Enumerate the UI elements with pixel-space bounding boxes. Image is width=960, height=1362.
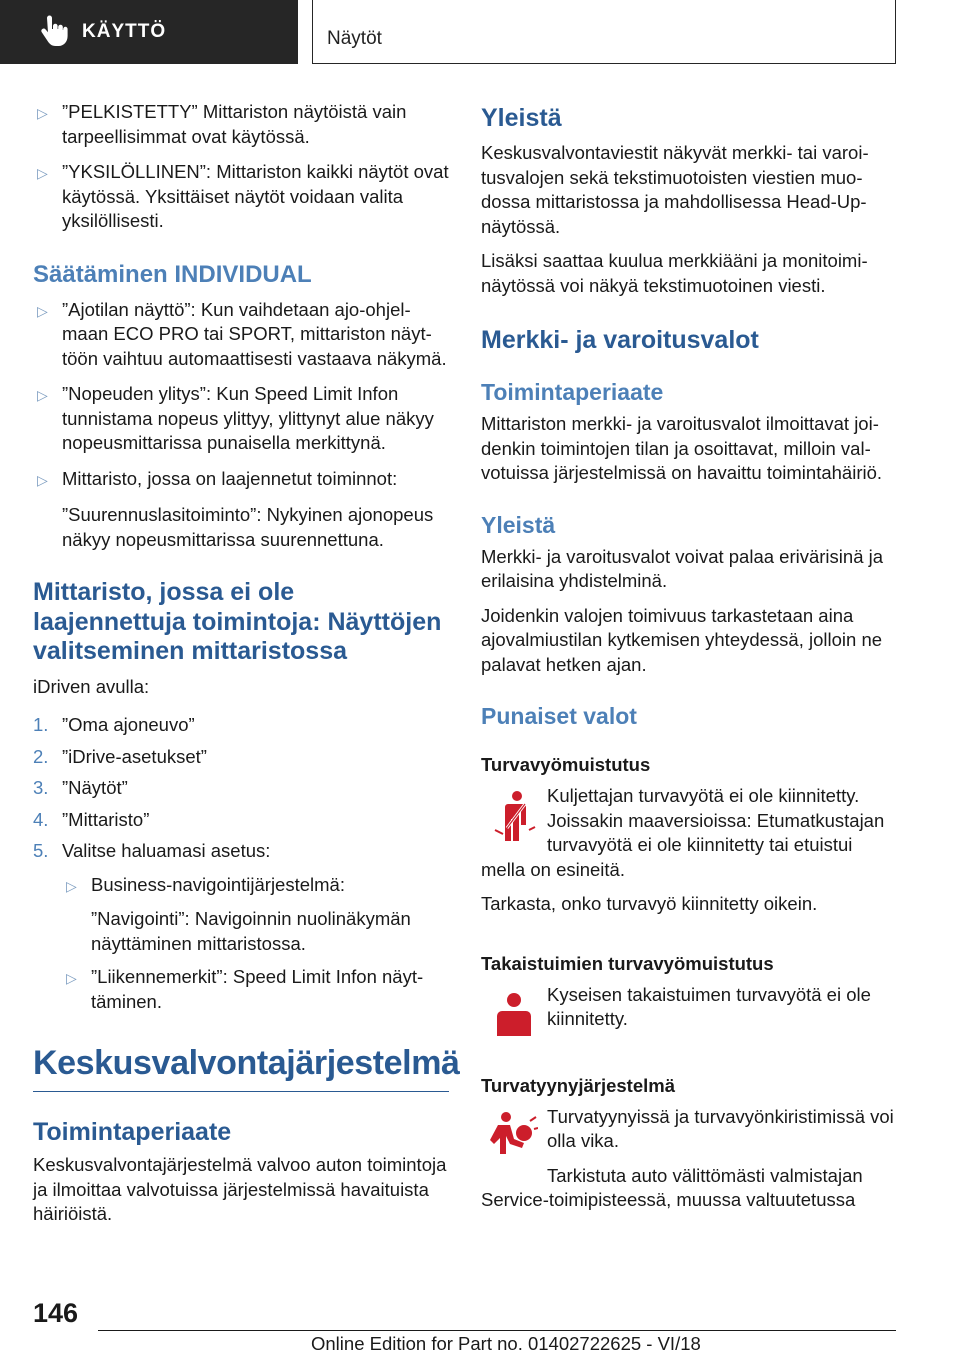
airbag-title: Turvatyynyjärjestelmä bbox=[481, 1074, 676, 1096]
list-item: 3. ”Näytöt” bbox=[33, 777, 128, 798]
bullet-item: ▷ ”YKSILÖLLINEN”: Mittariston kaikki näytöt ovat käytössä. Yksittäiset näytöt voidaan valita yksilöllisesti. bbox=[33, 160, 449, 234]
triangle-bullet-icon: ▷ bbox=[66, 970, 77, 986]
bullet-item: ▷ ”Ajotilan näyttö”: Kun vaihdetaan ajo-ohjelmaan ECO PRO tai SPORT, mittariston näyttöön vaihtuu automaattisesti vastaava näkymä. bbox=[33, 298, 449, 372]
heading-lights: Merkki- ja varoitusvalot bbox=[481, 326, 759, 354]
list-item: 2. ”iDrive-asetukset” bbox=[33, 745, 207, 767]
list-item: 1. ”Oma ajoneuvo” bbox=[33, 714, 195, 735]
bullet-item: ▷ ”Liikennemerkit”: Speed Limit Infon näyttäminen. bbox=[62, 965, 449, 1014]
footer-divider bbox=[98, 1330, 896, 1331]
triangle-bullet-icon: ▷ bbox=[37, 387, 48, 403]
right-column bbox=[481, 104, 896, 1213]
heading-individual: Säätäminen INDIVIDUAL bbox=[33, 260, 312, 288]
seatbelt-check: Tarkasta, onko turvavyö kiinnitetty oikein. bbox=[481, 893, 818, 914]
section-header bbox=[312, 0, 896, 64]
step5-options bbox=[33, 873, 449, 1015]
seatbelt-text: Kuljettajan turvavyötä ei ole kiinnitetty. Joissakin maaversioissa: Etumatkustajan turvavyötä ei ole kiinnitetty tai etuistui bbox=[547, 785, 885, 855]
heading-general: Yleistä bbox=[481, 104, 562, 132]
triangle-bullet-icon: ▷ bbox=[37, 105, 48, 121]
rear-seatbelt-text: Kyseisen takaistuimen turvavyötä ei ole kiinnitetty. bbox=[547, 983, 871, 1029]
heading-principle: Toimintaperiaate bbox=[33, 1118, 232, 1146]
bullet-item: ▷ Business-navigointijärjestelmä: bbox=[62, 873, 449, 899]
airbag-text-cont: Service-toimipisteessä, muussa valtuutetussa bbox=[481, 1189, 856, 1210]
general-text-2: Lisäksi saattaa kuulua merkkiääni ja monitoiminäytössä voi näkyä tekstimuotoinen viesti. bbox=[481, 250, 868, 296]
rear-seatbelt-warning bbox=[481, 983, 896, 1041]
hand-pointer-icon bbox=[38, 15, 68, 49]
principle-text: Keskusvalvontajärjestelmä valvoo auton toimintoja ja ilmoittaa valvotuissa järjestelmissä havaituista häiriöistä. bbox=[33, 1154, 447, 1224]
chapter-label: KÄYTTÖ bbox=[82, 21, 167, 42]
edition-text: Online Edition for Part no. 01402722625 - VI/18 bbox=[311, 1333, 701, 1354]
airbag-text-2: Tarkistuta auto välittömästi valmistajan bbox=[547, 1164, 863, 1186]
triangle-bullet-icon: ▷ bbox=[66, 877, 77, 894]
general-text-1: Keskusvalvontaviestit näkyvät merkki- tai varoitusvalojen sekä tekstimuotoisten viestien muodossa mittaristossa ja mahdollisessa Head-Up-näytössä. bbox=[481, 142, 869, 237]
rear-seat-warning-icon bbox=[481, 983, 547, 1041]
airbag-text-1: Turvatyynyissä ja turvavyönkiristimissä voi olla vika. bbox=[547, 1105, 894, 1151]
bullet-item: ▷ Mittaristo, jossa on laajennetut toiminnot: bbox=[33, 467, 449, 493]
general2-text-2: Joidenkin valojen toimivuus tarkastetaan aina ajovalmiustilan kytkemisen yhteydessä, jolloin ne palavat hetken ajan. bbox=[481, 604, 883, 675]
page-number: 146 bbox=[33, 1298, 79, 1328]
steps-list bbox=[33, 713, 449, 1014]
rear-seatbelt-title: Takaistuimien turvavyömuistutus bbox=[481, 952, 774, 974]
seatbelt-title: Turvavyömuistutus bbox=[481, 754, 651, 775]
triangle-bullet-icon: ▷ bbox=[37, 302, 48, 319]
list-item: 4. ”Mittaristo” bbox=[33, 808, 150, 830]
heading-general-2: Yleistä bbox=[481, 511, 556, 538]
list-item: 5. Valitse haluamasi asetus: bbox=[33, 840, 271, 861]
left-column bbox=[33, 100, 460, 1227]
bullet-subtext: ”Navigointi”: Navigoinnin nuolinäkymän näyttäminen mittaristossa. bbox=[91, 908, 411, 954]
bullet-item: ▷ ”Nopeuden ylitys”: Kun Speed Limit Infon tunnistama nopeus ylittyy, ylittynyt alue näkyy nopeusmittarissa punaisella merkittynä. bbox=[33, 382, 449, 456]
bullet-subtext: ”Suurennuslasitoiminto”: Nykyinen ajonopeus näkyy nopeusmittarissa suurennettuna. bbox=[62, 504, 434, 550]
bullet-item: ▷ ”PELKISTETTY” Mittariston näytöistä vain tarpeellisimmat ovat käytössä. bbox=[33, 100, 449, 149]
airbag-warning bbox=[481, 1105, 896, 1189]
principle-text-2: Mittariston merkki- ja varoitusvalot ilmoittavat joidenkin toimintojen tilan ja osoittavat, milloin valvotuissa järjestelmissä on havaittu toimintahäiriö. bbox=[481, 413, 883, 483]
heading-red-lights: Punaiset valot bbox=[481, 703, 637, 729]
section-label: Näytöt bbox=[327, 28, 382, 49]
general2-text-1: Merkki- ja varoitusvalot voivat palaa erivärisinä ja erilaisina yhdistelminä. bbox=[481, 545, 884, 591]
heading-select-displays: Mittaristo, jossa ei ole laajennettuja toimintoja: Näyttöjen valitseminen mittaristossa bbox=[33, 578, 442, 665]
seatbelt-warning-icon bbox=[481, 784, 547, 858]
idrive-text: iDriven avulla: bbox=[33, 675, 150, 697]
seatbelt-text-cont: mella on esineitä. bbox=[481, 858, 625, 880]
triangle-bullet-icon: ▷ bbox=[37, 165, 48, 181]
airbag-texts bbox=[547, 1105, 896, 1189]
airbag-warning-icon bbox=[481, 1105, 547, 1189]
seatbelt-warning bbox=[481, 784, 896, 858]
triangle-bullet-icon: ▷ bbox=[37, 471, 48, 488]
chapter-title: Keskusvalvontajärjestelmä bbox=[33, 1044, 460, 1082]
heading-principle-2: Toimintaperiaate bbox=[481, 379, 664, 405]
chapter-tab[interactable] bbox=[0, 0, 298, 64]
title-divider bbox=[33, 1091, 449, 1092]
